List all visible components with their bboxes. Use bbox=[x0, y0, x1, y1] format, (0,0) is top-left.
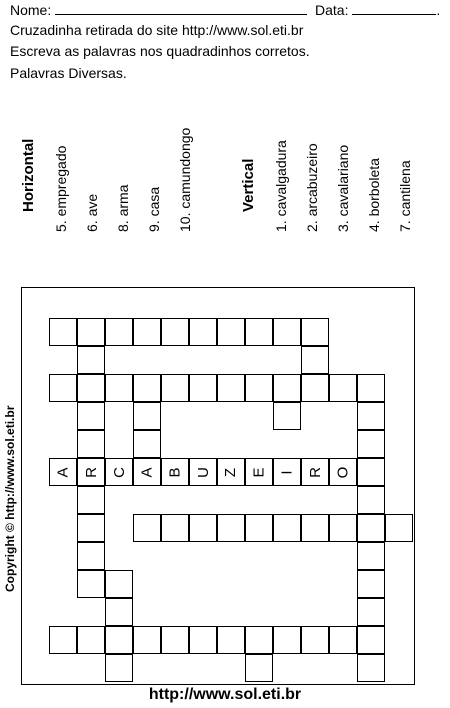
crossword-cell[interactable] bbox=[105, 654, 133, 682]
crossword-cell[interactable] bbox=[301, 374, 329, 402]
crossword-cell-letter[interactable] bbox=[189, 458, 217, 486]
cell-letter: E bbox=[250, 466, 268, 478]
crossword-cell[interactable] bbox=[189, 374, 217, 402]
source-line: Cruzadinha retirada do site http://www.sol.eti.br bbox=[10, 22, 304, 38]
crossword-cell[interactable] bbox=[77, 346, 105, 374]
crossword-cell[interactable] bbox=[105, 374, 133, 402]
theme-line: Palavras Diversas. bbox=[10, 65, 127, 81]
horizontal-title: Horizontal bbox=[20, 138, 37, 212]
crossword-cell[interactable] bbox=[161, 514, 189, 542]
vertical-clue-4: 4. borboleta bbox=[366, 158, 382, 232]
crossword-cell[interactable] bbox=[301, 626, 329, 654]
crossword-cell[interactable] bbox=[245, 374, 273, 402]
horizontal-clue-4: 9. casa bbox=[146, 186, 162, 232]
end-dot: . bbox=[436, 2, 441, 18]
crossword-cell[interactable] bbox=[357, 458, 385, 486]
date-blank[interactable] bbox=[352, 2, 436, 15]
horizontal-clue-2: 6. ave bbox=[84, 193, 100, 232]
cell-letter: Z bbox=[222, 467, 240, 477]
crossword-cell[interactable] bbox=[133, 430, 161, 458]
vertical-clue-1: 1. cavalgadura bbox=[273, 140, 289, 232]
crossword-cell[interactable] bbox=[189, 626, 217, 654]
crossword-cell[interactable] bbox=[357, 598, 385, 626]
crossword-cell[interactable] bbox=[329, 514, 357, 542]
crossword-cell[interactable] bbox=[273, 374, 301, 402]
crossword-cell[interactable] bbox=[77, 626, 105, 654]
crossword-cell[interactable] bbox=[357, 430, 385, 458]
crossword-cell[interactable] bbox=[301, 346, 329, 374]
crossword-cell-letter[interactable] bbox=[77, 458, 105, 486]
vertical-title: Vertical bbox=[240, 158, 257, 212]
crossword-cell[interactable] bbox=[273, 514, 301, 542]
crossword-cell[interactable] bbox=[49, 318, 77, 346]
crossword-cell[interactable] bbox=[133, 374, 161, 402]
crossword-cell[interactable] bbox=[161, 318, 189, 346]
crossword-cell-letter[interactable] bbox=[105, 458, 133, 486]
crossword-cell[interactable] bbox=[357, 570, 385, 598]
crossword-cell[interactable] bbox=[133, 514, 161, 542]
crossword-cell[interactable] bbox=[329, 626, 357, 654]
crossword-cell[interactable] bbox=[357, 374, 385, 402]
crossword-cell-letter[interactable] bbox=[329, 458, 357, 486]
crossword-cell[interactable] bbox=[357, 486, 385, 514]
vertical-clue-5: 7. cantilena bbox=[397, 160, 413, 232]
crossword-cell[interactable] bbox=[301, 514, 329, 542]
crossword-cell[interactable] bbox=[217, 514, 245, 542]
crossword-cell[interactable] bbox=[217, 374, 245, 402]
crossword-cell[interactable] bbox=[245, 626, 273, 654]
horizontal-clue-1: 5. empregado bbox=[53, 145, 69, 232]
crossword-cell[interactable] bbox=[245, 654, 273, 682]
crossword-cell[interactable] bbox=[105, 318, 133, 346]
crossword-cell-letter[interactable] bbox=[161, 458, 189, 486]
name-label: Nome: bbox=[10, 2, 52, 18]
vertical-clue-3: 3. cavalariano bbox=[335, 144, 351, 232]
crossword-cell[interactable] bbox=[105, 570, 133, 598]
crossword-cell[interactable] bbox=[273, 626, 301, 654]
crossword-cell[interactable] bbox=[77, 374, 105, 402]
cell-letter: A bbox=[138, 466, 156, 478]
crossword-cell[interactable] bbox=[49, 626, 77, 654]
crossword-cell[interactable] bbox=[357, 542, 385, 570]
crossword-cell[interactable] bbox=[385, 514, 413, 542]
side-copyright: Copyright © http://www.sol.eti.br bbox=[3, 405, 17, 592]
footer-url: http://www.sol.eti.br bbox=[148, 686, 302, 703]
horizontal-clue-5: 10. camundongo bbox=[177, 127, 193, 232]
crossword-cell[interactable] bbox=[133, 626, 161, 654]
name-blank[interactable] bbox=[55, 2, 307, 15]
crossword-cell[interactable] bbox=[77, 402, 105, 430]
crossword-cell[interactable] bbox=[329, 374, 357, 402]
crossword-cell[interactable] bbox=[273, 318, 301, 346]
crossword-cell[interactable] bbox=[77, 486, 105, 514]
cell-letter: B bbox=[166, 466, 184, 478]
crossword-cell-letter[interactable] bbox=[49, 458, 77, 486]
crossword-cell[interactable] bbox=[133, 318, 161, 346]
horizontal-clue-3: 8. arma bbox=[115, 184, 131, 232]
crossword-cell[interactable] bbox=[189, 514, 217, 542]
crossword-cell-letter[interactable] bbox=[217, 458, 245, 486]
cell-letter: U bbox=[194, 466, 212, 478]
crossword-cell[interactable] bbox=[77, 570, 105, 598]
crossword-cell[interactable] bbox=[217, 318, 245, 346]
crossword-cell[interactable] bbox=[77, 514, 105, 542]
cell-letter: R bbox=[82, 466, 100, 478]
crossword-cell[interactable] bbox=[301, 318, 329, 346]
instruction-line: Escreva as palavras nos quadradinhos corretos. bbox=[10, 43, 310, 59]
vertical-clue-2: 2. arcabuzeiro bbox=[304, 143, 320, 232]
crossword-cell[interactable] bbox=[357, 402, 385, 430]
crossword-cell[interactable] bbox=[273, 402, 301, 430]
crossword-cell[interactable] bbox=[161, 374, 189, 402]
cell-letter: R bbox=[306, 466, 324, 478]
crossword-cell[interactable] bbox=[161, 626, 189, 654]
crossword-cell[interactable] bbox=[105, 626, 133, 654]
crossword-cell[interactable] bbox=[217, 626, 245, 654]
crossword-cell[interactable] bbox=[189, 318, 217, 346]
cell-letter: I bbox=[278, 469, 296, 475]
crossword-cell-letter[interactable] bbox=[301, 458, 329, 486]
crossword-cell[interactable] bbox=[133, 402, 161, 430]
name-date-line bbox=[10, 2, 440, 18]
crossword-cell-letter[interactable] bbox=[133, 458, 161, 486]
crossword-cell-letter[interactable] bbox=[273, 458, 301, 486]
crossword-cell[interactable] bbox=[77, 542, 105, 570]
crossword-cell[interactable] bbox=[105, 598, 133, 626]
crossword-cell[interactable] bbox=[245, 514, 273, 542]
cell-letter: O bbox=[334, 466, 352, 478]
crossword-cell[interactable] bbox=[77, 318, 105, 346]
crossword-cell[interactable] bbox=[245, 318, 273, 346]
crossword-cell-letter[interactable] bbox=[245, 458, 273, 486]
crossword-cell[interactable] bbox=[357, 514, 385, 542]
cell-letter: C bbox=[110, 466, 128, 478]
crossword-cell[interactable] bbox=[357, 626, 385, 654]
crossword-cell[interactable] bbox=[49, 374, 77, 402]
cell-letter: A bbox=[54, 466, 72, 478]
date-label: Data: bbox=[315, 2, 349, 18]
crossword-cell[interactable] bbox=[357, 654, 385, 682]
crossword-cell[interactable] bbox=[77, 430, 105, 458]
